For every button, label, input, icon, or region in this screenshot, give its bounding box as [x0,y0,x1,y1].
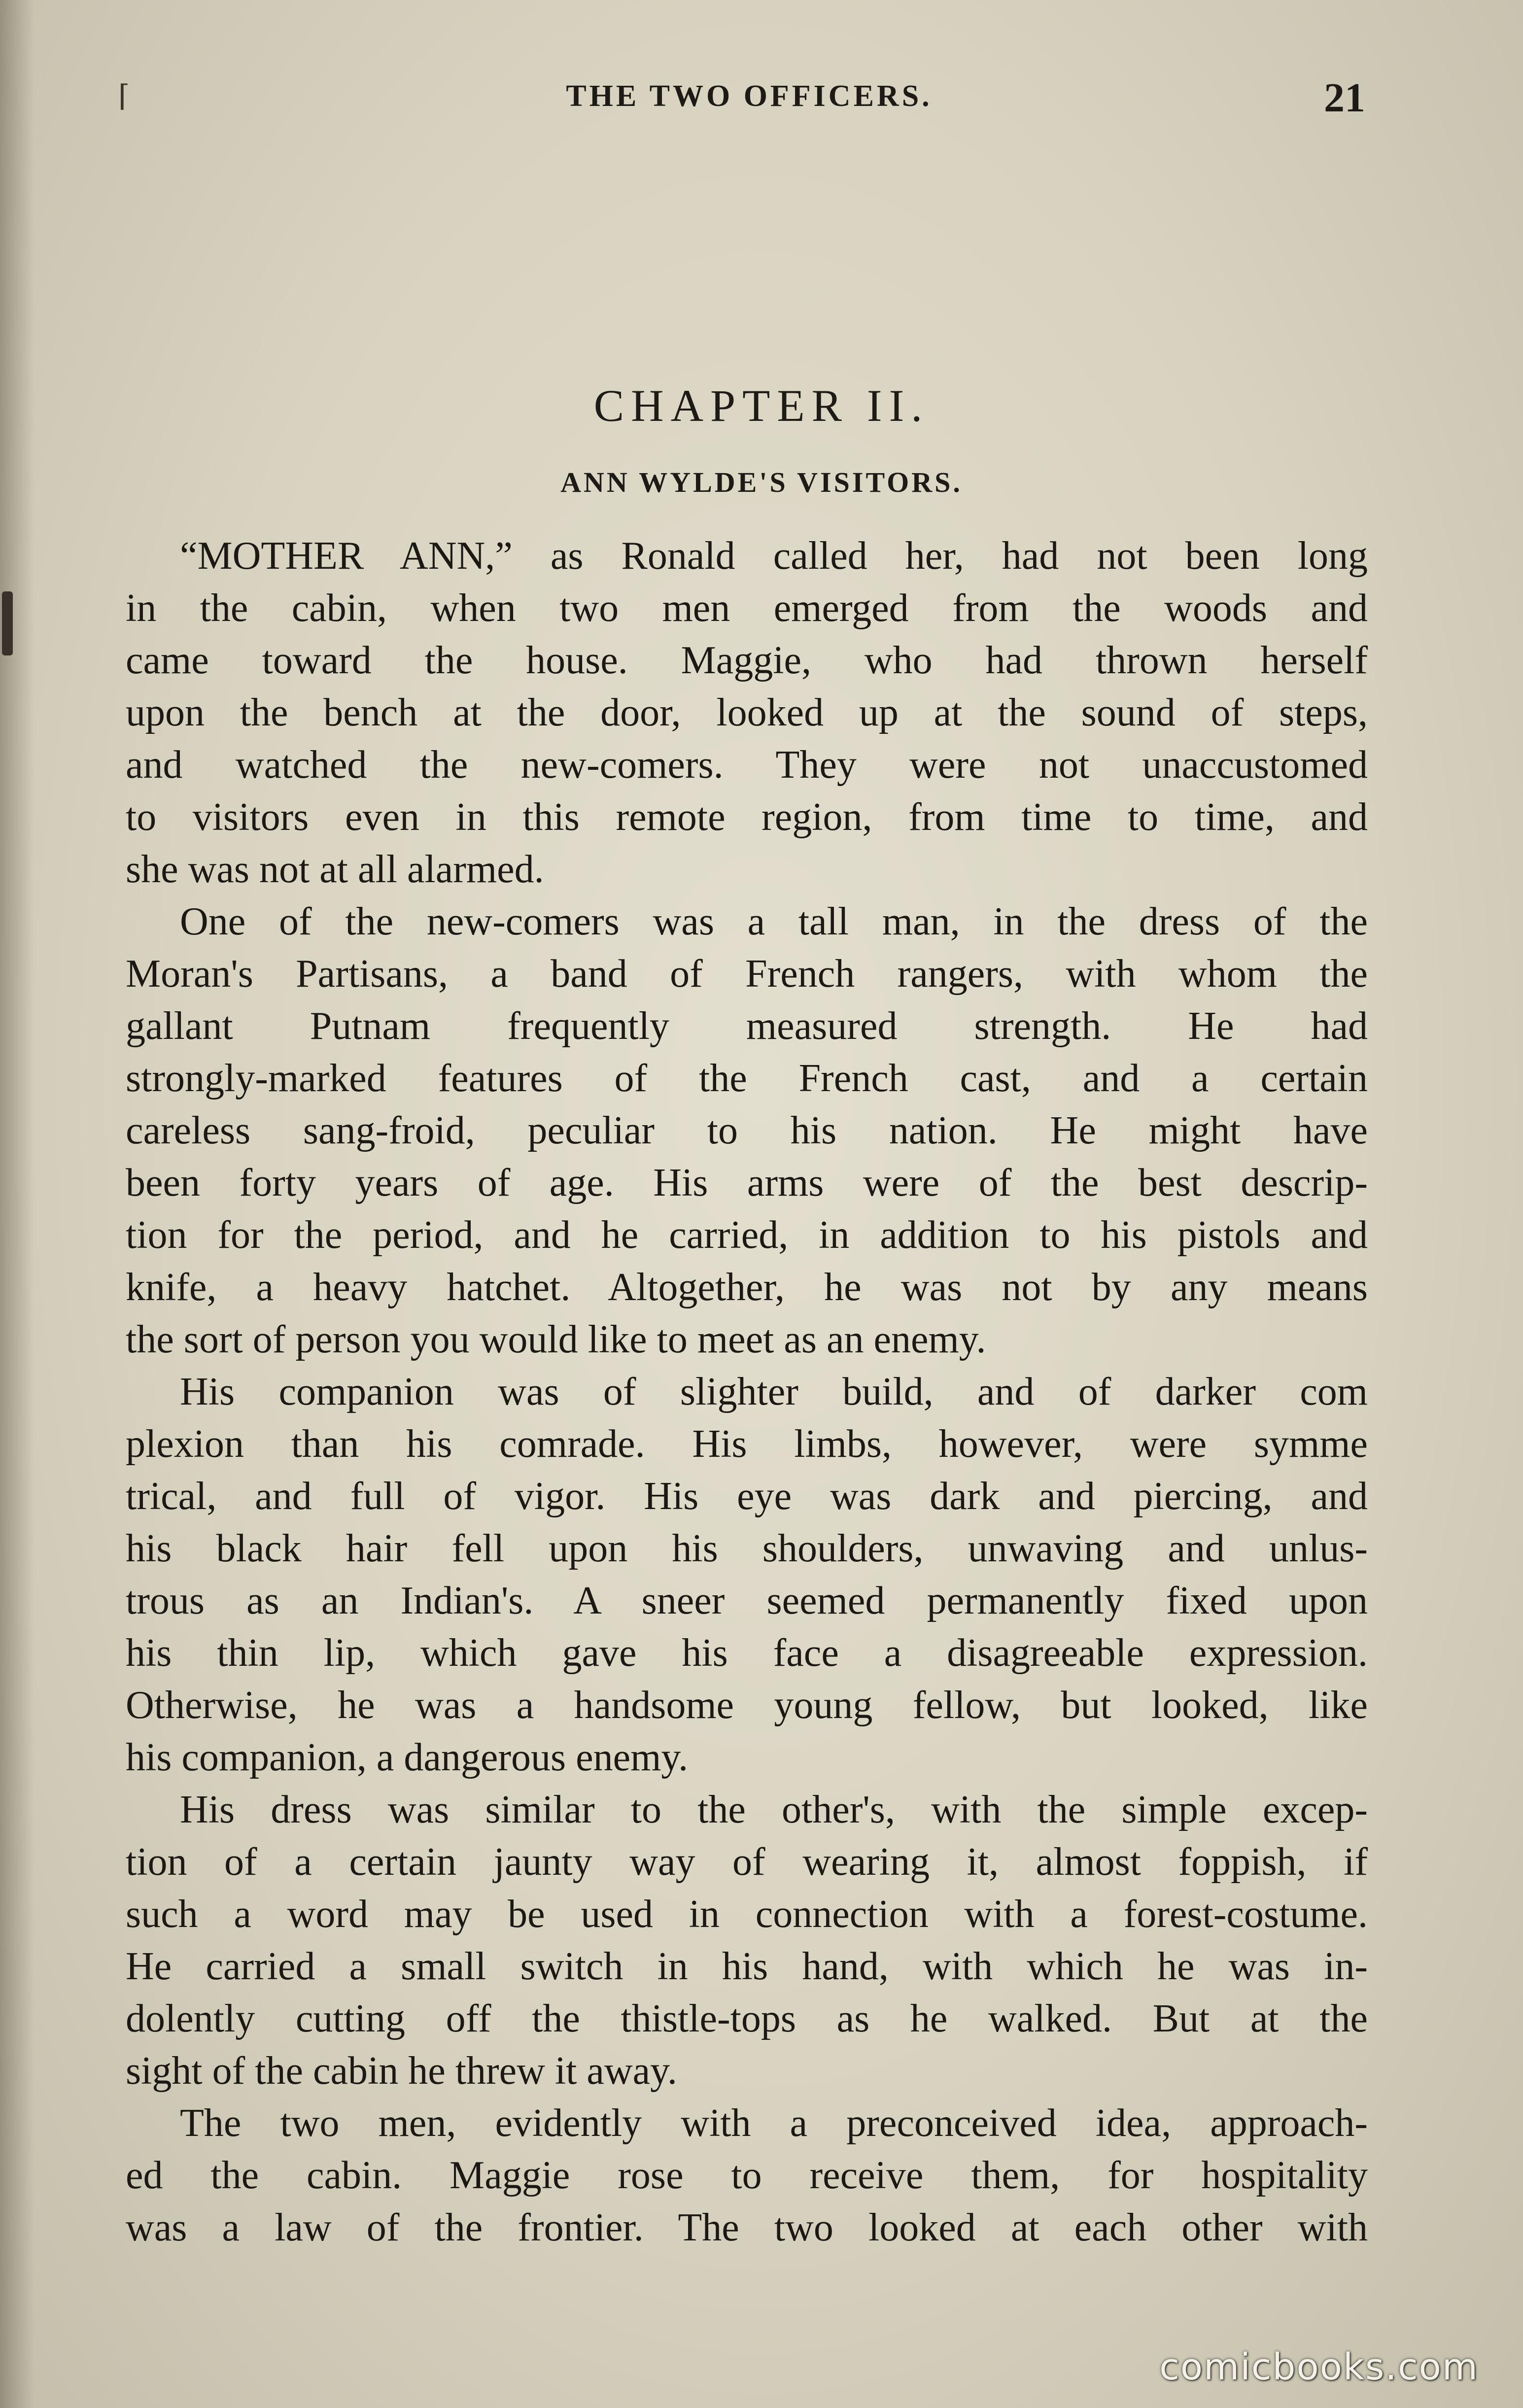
text-line: strongly-marked features of the French cast, and a certain [126,1057,1368,1100]
running-head: THE TWO OFFICERS. [566,79,933,113]
text-line: and watched the new-comers. They were not unaccustomed [126,743,1368,787]
page-header [118,74,1380,128]
chapter-subtitle: ANN WYLDE'S VISITORS. [560,466,963,498]
page-number: 21 [1324,75,1365,121]
binding-mark [2,591,13,655]
text-line: been forty years of age. His arms were of the best descrip- [126,1161,1368,1204]
text-line: upon the bench at the door, looked up at the sound of steps, [126,691,1368,734]
text-line: in the cabin, when two men emerged from the woods and [126,586,1368,630]
text-line: dolently cutting off the thistle-tops as he walked. But at the [126,1997,1368,2040]
text-line: tion of a certain jaunty way of wearing it, almost foppish, if [126,1840,1368,1884]
text-line: careless sang-froid, peculiar to his nation. He might have [126,1109,1368,1152]
text-line: the sort of person you would like to meet as an enemy. [126,1318,986,1361]
text-line: his thin lip, which gave his face a disagreeable expression. [126,1631,1368,1675]
text-line: Moran's Partisans, a band of French rangers, with whom the [126,952,1368,996]
page-edge-shadow [0,0,35,2408]
text-line: his black hair fell upon his shoulders, unwaving and unlus- [126,1527,1368,1570]
text-line: his companion, a dangerous enemy. [126,1736,689,1779]
text-line: trical, and full of vigor. His eye was dark and piercing, and [126,1475,1368,1518]
text-line: gallant Putnam frequently measured strength. He had [126,1004,1368,1048]
text-line: trous as an Indian's. A sneer seemed permanently fixed upon [126,1579,1368,1622]
printer-mark-icon: ⌈ [118,80,130,112]
text-line: His companion was of slighter build, and of darker com [180,1370,1368,1413]
text-line: she was not at all alarmed. [126,848,544,891]
text-line: One of the new-comers was a tall man, in the dress of the [180,900,1368,943]
text-line: ed the cabin. Maggie rose to receive them, for hospitality [126,2154,1368,2197]
text-line: “MOTHER ANN,” as Ronald called her, had not been long [180,534,1368,578]
chapter-title: CHAPTER II. [593,380,930,431]
text-line: was a law of the frontier. The two looked at each other with [126,2206,1368,2249]
text-line: knife, a heavy hatchet. Altogether, he was not by any means [126,1266,1368,1309]
site-watermark: comicbooks.com [1159,2346,1479,2388]
text-line: Otherwise, he was a handsome young fellow, but looked, like [126,1684,1368,1727]
text-line: tion for the period, and he carried, in addition to his pistols and [126,1213,1368,1257]
text-line: He carried a small switch in his hand, with which he was in- [126,1945,1368,1988]
text-line: His dress was similar to the other's, with the simple excep- [180,1788,1368,1831]
text-line: plexion than his comrade. His limbs, however, were symme [126,1422,1368,1466]
text-line: to visitors even in this remote region, from time to time, and [126,795,1368,839]
text-line: sight of the cabin he threw it away. [126,2049,677,2093]
text-line: such a word may be used in connection with a forest-costume. [126,1892,1368,1936]
text-line: came toward the house. Maggie, who had thrown herself [126,639,1368,682]
body-text [126,530,1368,2254]
text-line: The two men, evidently with a preconceived idea, approach- [180,2101,1368,2145]
